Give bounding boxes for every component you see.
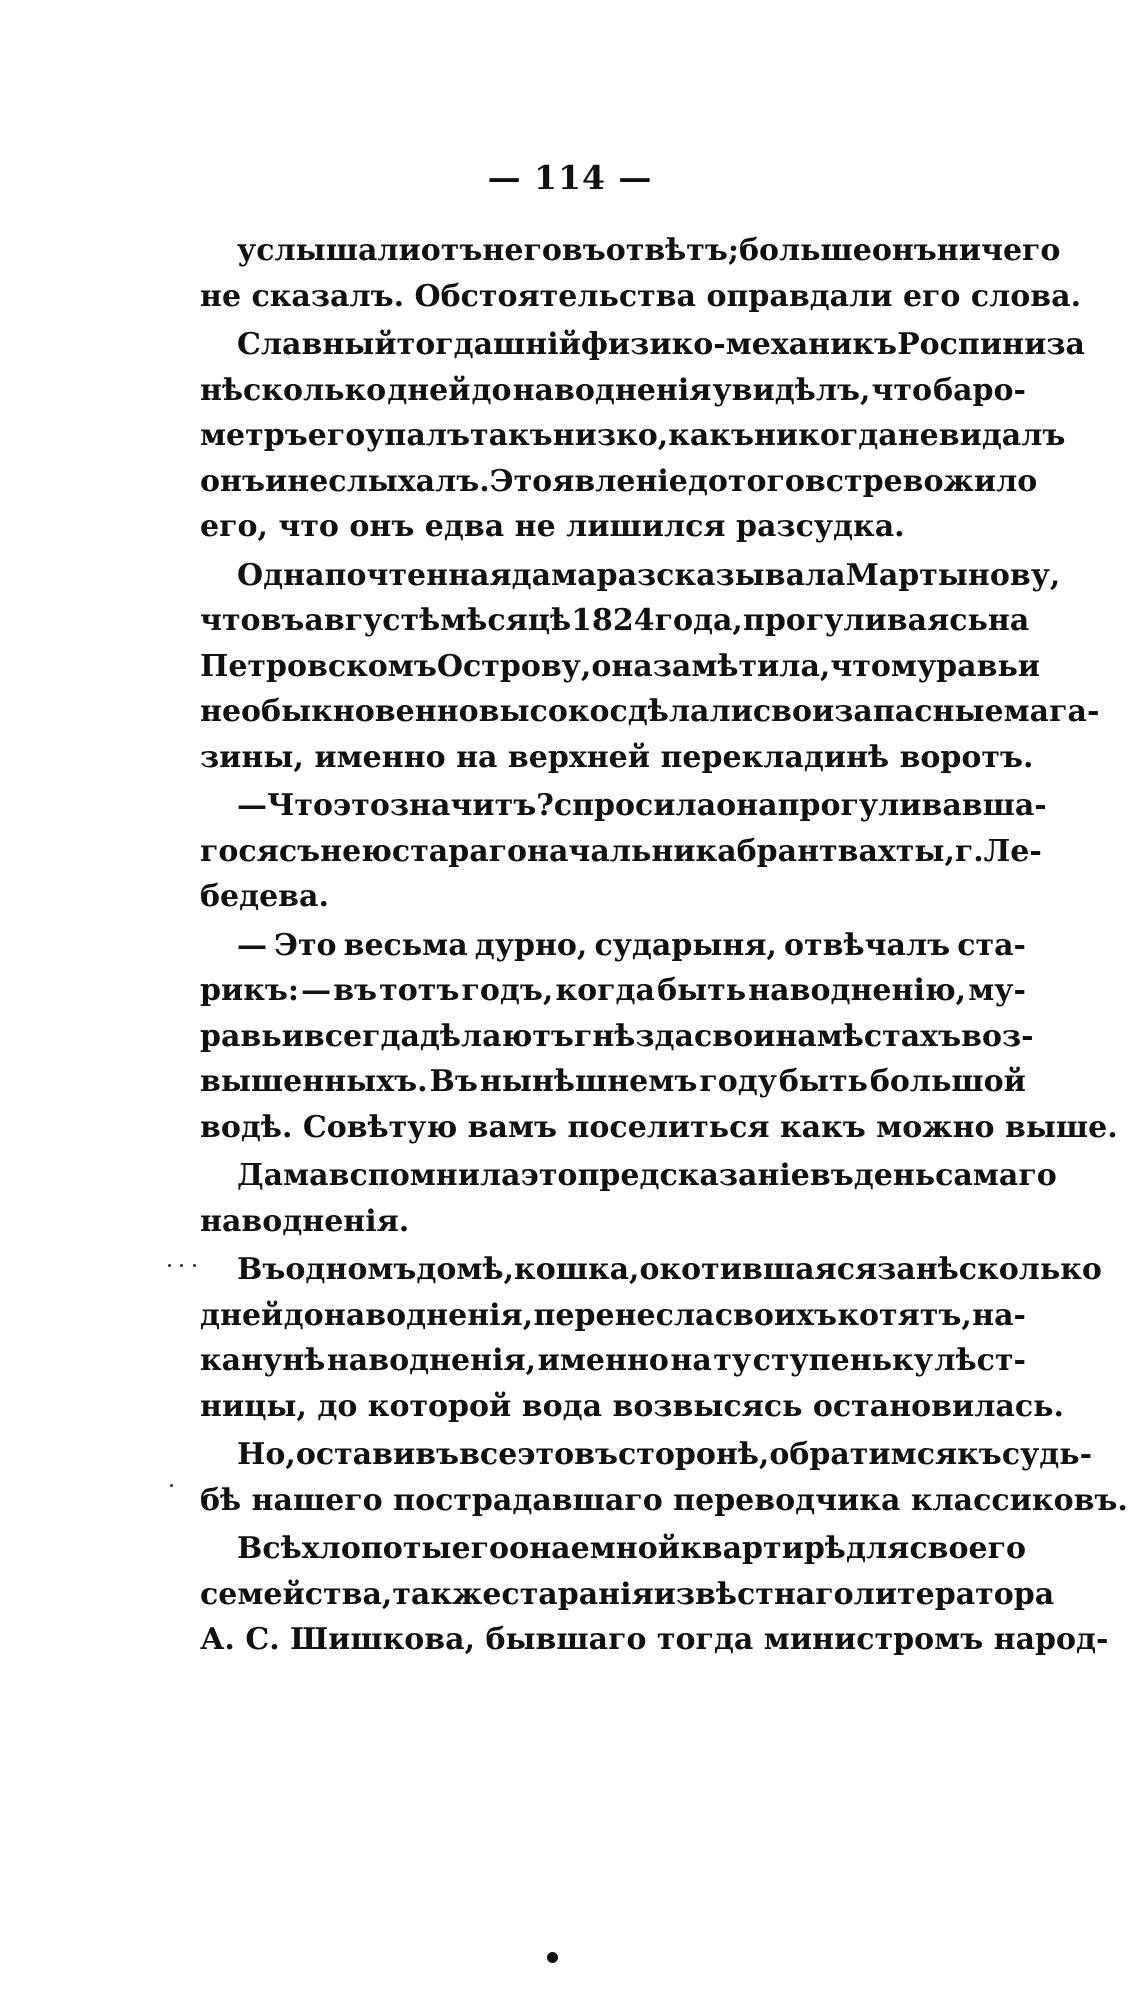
text-line: семейства, также старанія извѣстнаго литератора bbox=[200, 1576, 1055, 1612]
printer-ornament-dot bbox=[547, 1952, 558, 1963]
text-line: его, что онъ едва не лишился разсудка. bbox=[200, 509, 905, 544]
page-number: — 114 — bbox=[487, 158, 653, 197]
text-line: Одна почтенная дама разсказывала Мартынову, bbox=[237, 557, 1061, 593]
text-line: равьи всегда дѣлаютъ гнѣзда свои на мѣстахъ воз- bbox=[200, 1018, 1034, 1054]
text-line: Всѣ хлопоты его о наемной квартирѣ для своего bbox=[237, 1531, 1026, 1566]
text-line: что въ августѣ мѣсяцѣ 1824 года, прогуливаясь на bbox=[200, 603, 1030, 638]
print-speck bbox=[193, 1264, 196, 1267]
text-line: Дама вспомнила это предсказаніе въ день самаго bbox=[237, 1158, 1057, 1193]
text-line: дней до наводненія, перенесла своихъ котятъ, на- bbox=[200, 1297, 1026, 1333]
text-line: Петровскомъ Острову, она замѣтила, что муравьи bbox=[200, 648, 1041, 684]
print-speck bbox=[168, 1264, 171, 1267]
text-line: не сказалъ. Обстоятельства оправдали его слова. bbox=[200, 278, 1082, 314]
body-text bbox=[200, 228, 1128, 1663]
text-line: нѣсколько дней до наводненія увидѣлъ, что баро- bbox=[200, 372, 1026, 408]
text-line: услышали отъ него въ отвѣтъ; больше онъ ничего bbox=[237, 233, 1061, 268]
text-line: зины, именно на верхней перекладинѣ воротъ. bbox=[200, 739, 1034, 775]
print-speck bbox=[180, 1264, 183, 1267]
text-line: вышенныхъ. Въ нынѣшнемъ году быть большой bbox=[200, 1064, 1026, 1099]
text-line: метръ его упалъ такъ низко, какъ никогда не видалъ bbox=[200, 418, 1066, 453]
text-line: гося съ нею стараго начальника брантвахты, г. Ле- bbox=[200, 833, 1042, 869]
text-line: рикъ: — въ тотъ годъ, когда быть наводненію, му- bbox=[200, 973, 1026, 1008]
text-line: — Это весьма дурно, сударыня, отвѣчалъ ста- bbox=[237, 927, 1026, 963]
print-speck bbox=[170, 1484, 173, 1487]
text-line: А. С. Шишкова, бывшаго тогда министромъ народ- bbox=[200, 1622, 1109, 1657]
text-line: Въ одномъ домѣ, кошка, окотившаяся за нѣсколько bbox=[237, 1252, 1102, 1287]
text-line: наводненія. bbox=[200, 1203, 410, 1239]
text-line: ницы, до которой вода возвысясь остановилась. bbox=[200, 1388, 1064, 1424]
text-line: Но, оставивъ все это въ сторонѣ, обратимся къ судь- bbox=[237, 1437, 1093, 1472]
text-line: бѣ нашего пострадавшаго переводчика классиковъ. bbox=[200, 1482, 1128, 1518]
text-line: необыкновенно высоко сдѣлали свои запасные мага- bbox=[200, 694, 1100, 729]
text-line: водѣ. Совѣтую вамъ поселиться какъ можно выше. bbox=[200, 1109, 1118, 1145]
text-line: Славный тогдашній физико-механикъ Роспини за bbox=[237, 327, 1085, 362]
text-line: бедева. bbox=[200, 879, 329, 914]
text-line: — Что это значитъ? спросила она прогуливавша- bbox=[237, 788, 1047, 823]
text-line: онъ и не слыхалъ. Это явленіе до того встревожило bbox=[200, 463, 1038, 499]
text-line: канунѣ наводненія, именно на ту ступеньку лѣст- bbox=[200, 1343, 1026, 1378]
